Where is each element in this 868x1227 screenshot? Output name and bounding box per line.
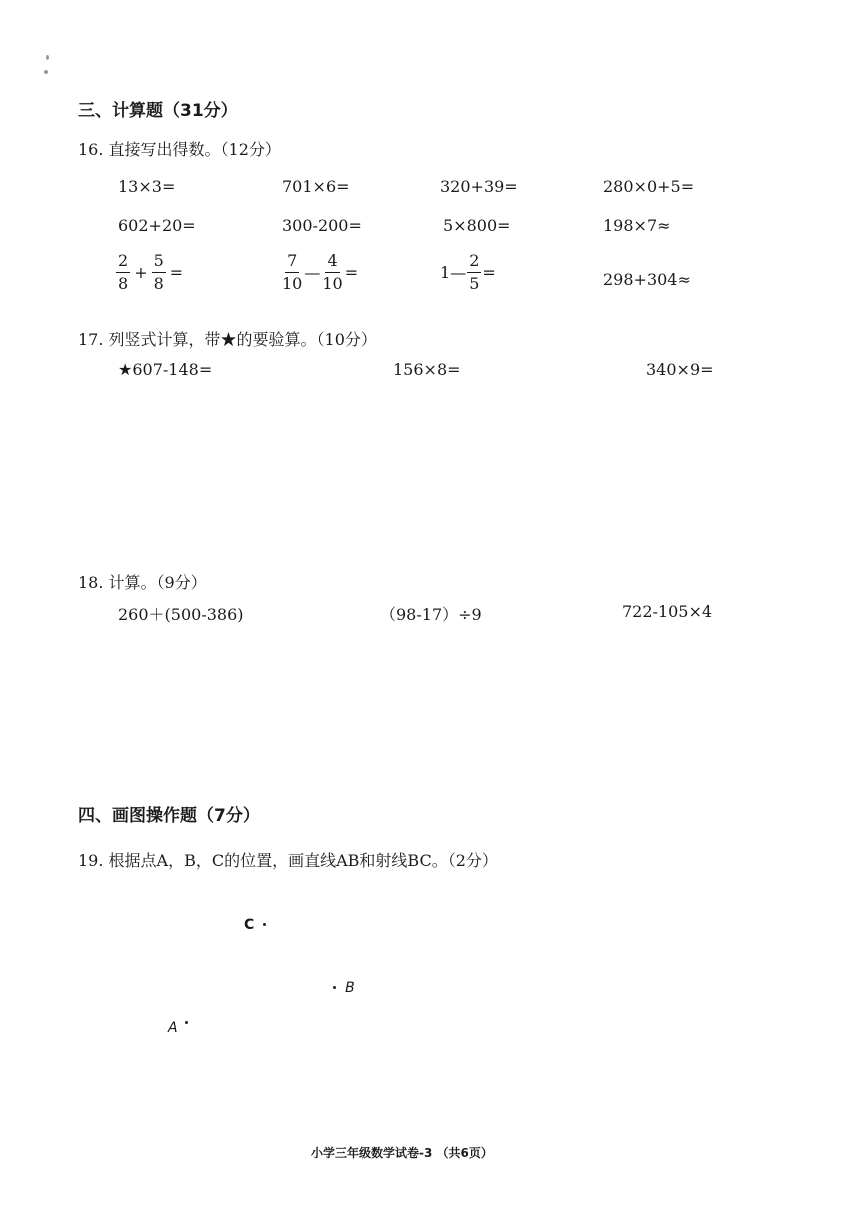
- equals-sign: =: [169, 263, 184, 282]
- fraction: [152, 253, 166, 292]
- q16-expr-7: 5×800=: [443, 216, 511, 235]
- point-a-dot: [185, 1021, 188, 1024]
- numerator: 4: [325, 253, 339, 273]
- denominator: 8: [153, 274, 164, 293]
- numerator: 2: [116, 253, 130, 273]
- point-b: [333, 977, 355, 996]
- q16-expr-1: 13×3=: [118, 177, 176, 196]
- q17-expr-3: 340×9=: [646, 360, 714, 379]
- whole-number-minus: 1—: [440, 263, 467, 282]
- point-a-label: A: [168, 1020, 178, 1036]
- numerator: 2: [467, 253, 481, 273]
- denominator: 8: [118, 274, 129, 293]
- section-4-title: 四、画图操作题（7分）: [78, 806, 260, 826]
- q18-expr-1: 260＋(500-386): [118, 605, 244, 624]
- question-19-title: 19. 根据点A，B，C的位置，画直线AB和射线BC。（2分）: [78, 851, 498, 870]
- question-17-title: 17. 列竖式计算，带★的要验算。（10分）: [78, 330, 377, 349]
- q17-expr-2: 156×8=: [393, 360, 461, 379]
- question-16-title: 16. 直接写出得数。（12分）: [78, 140, 281, 159]
- q16-fraction-expr-1: [116, 253, 183, 292]
- fraction: [282, 253, 302, 292]
- q16-expr-6: 300-200=: [282, 216, 362, 235]
- point-c: [244, 914, 266, 933]
- question-18-title: 18. 计算。（9分）: [78, 573, 207, 592]
- equals-sign: =: [482, 263, 496, 282]
- denominator: 5: [469, 274, 480, 293]
- q16-expr-2: 701×6=: [282, 177, 350, 196]
- page-footer: 小学三年级数学试卷-3 （共6页）: [311, 1146, 493, 1160]
- fraction: [116, 253, 130, 292]
- point-c-dot: [263, 923, 266, 926]
- point-b-label: B: [345, 980, 355, 996]
- q17-expr-1: ★607-148=: [118, 360, 213, 379]
- denominator: 10: [322, 274, 343, 293]
- operator: +: [134, 263, 148, 282]
- point-b-dot: [333, 986, 336, 989]
- operator: —: [304, 263, 321, 282]
- numerator: 5: [152, 253, 166, 273]
- point-a: [168, 1017, 188, 1036]
- denominator: 10: [282, 274, 303, 293]
- section-3-title: 三、计算题（31分）: [78, 101, 238, 121]
- scan-speck: [46, 55, 49, 60]
- q16-expr-3: 320+39=: [440, 177, 518, 196]
- point-c-label: C: [244, 917, 255, 933]
- q16-expr-5: 602+20=: [118, 216, 196, 235]
- fraction: [322, 253, 342, 292]
- fraction: [467, 253, 481, 292]
- q16-expr-8: 198×7≈: [603, 216, 671, 235]
- q18-expr-2: （98-17）÷9: [380, 605, 482, 624]
- q16-fraction-expr-2: [282, 253, 358, 292]
- q16-expr-4: 280×0+5=: [603, 177, 695, 196]
- q16-expr-12: 298+304≈: [603, 270, 691, 289]
- scan-speck: [44, 70, 48, 74]
- q16-fraction-expr-3: [440, 253, 496, 292]
- numerator: 7: [285, 253, 299, 273]
- q18-expr-3: 722-105×4: [622, 602, 713, 621]
- equals-sign: =: [344, 263, 359, 282]
